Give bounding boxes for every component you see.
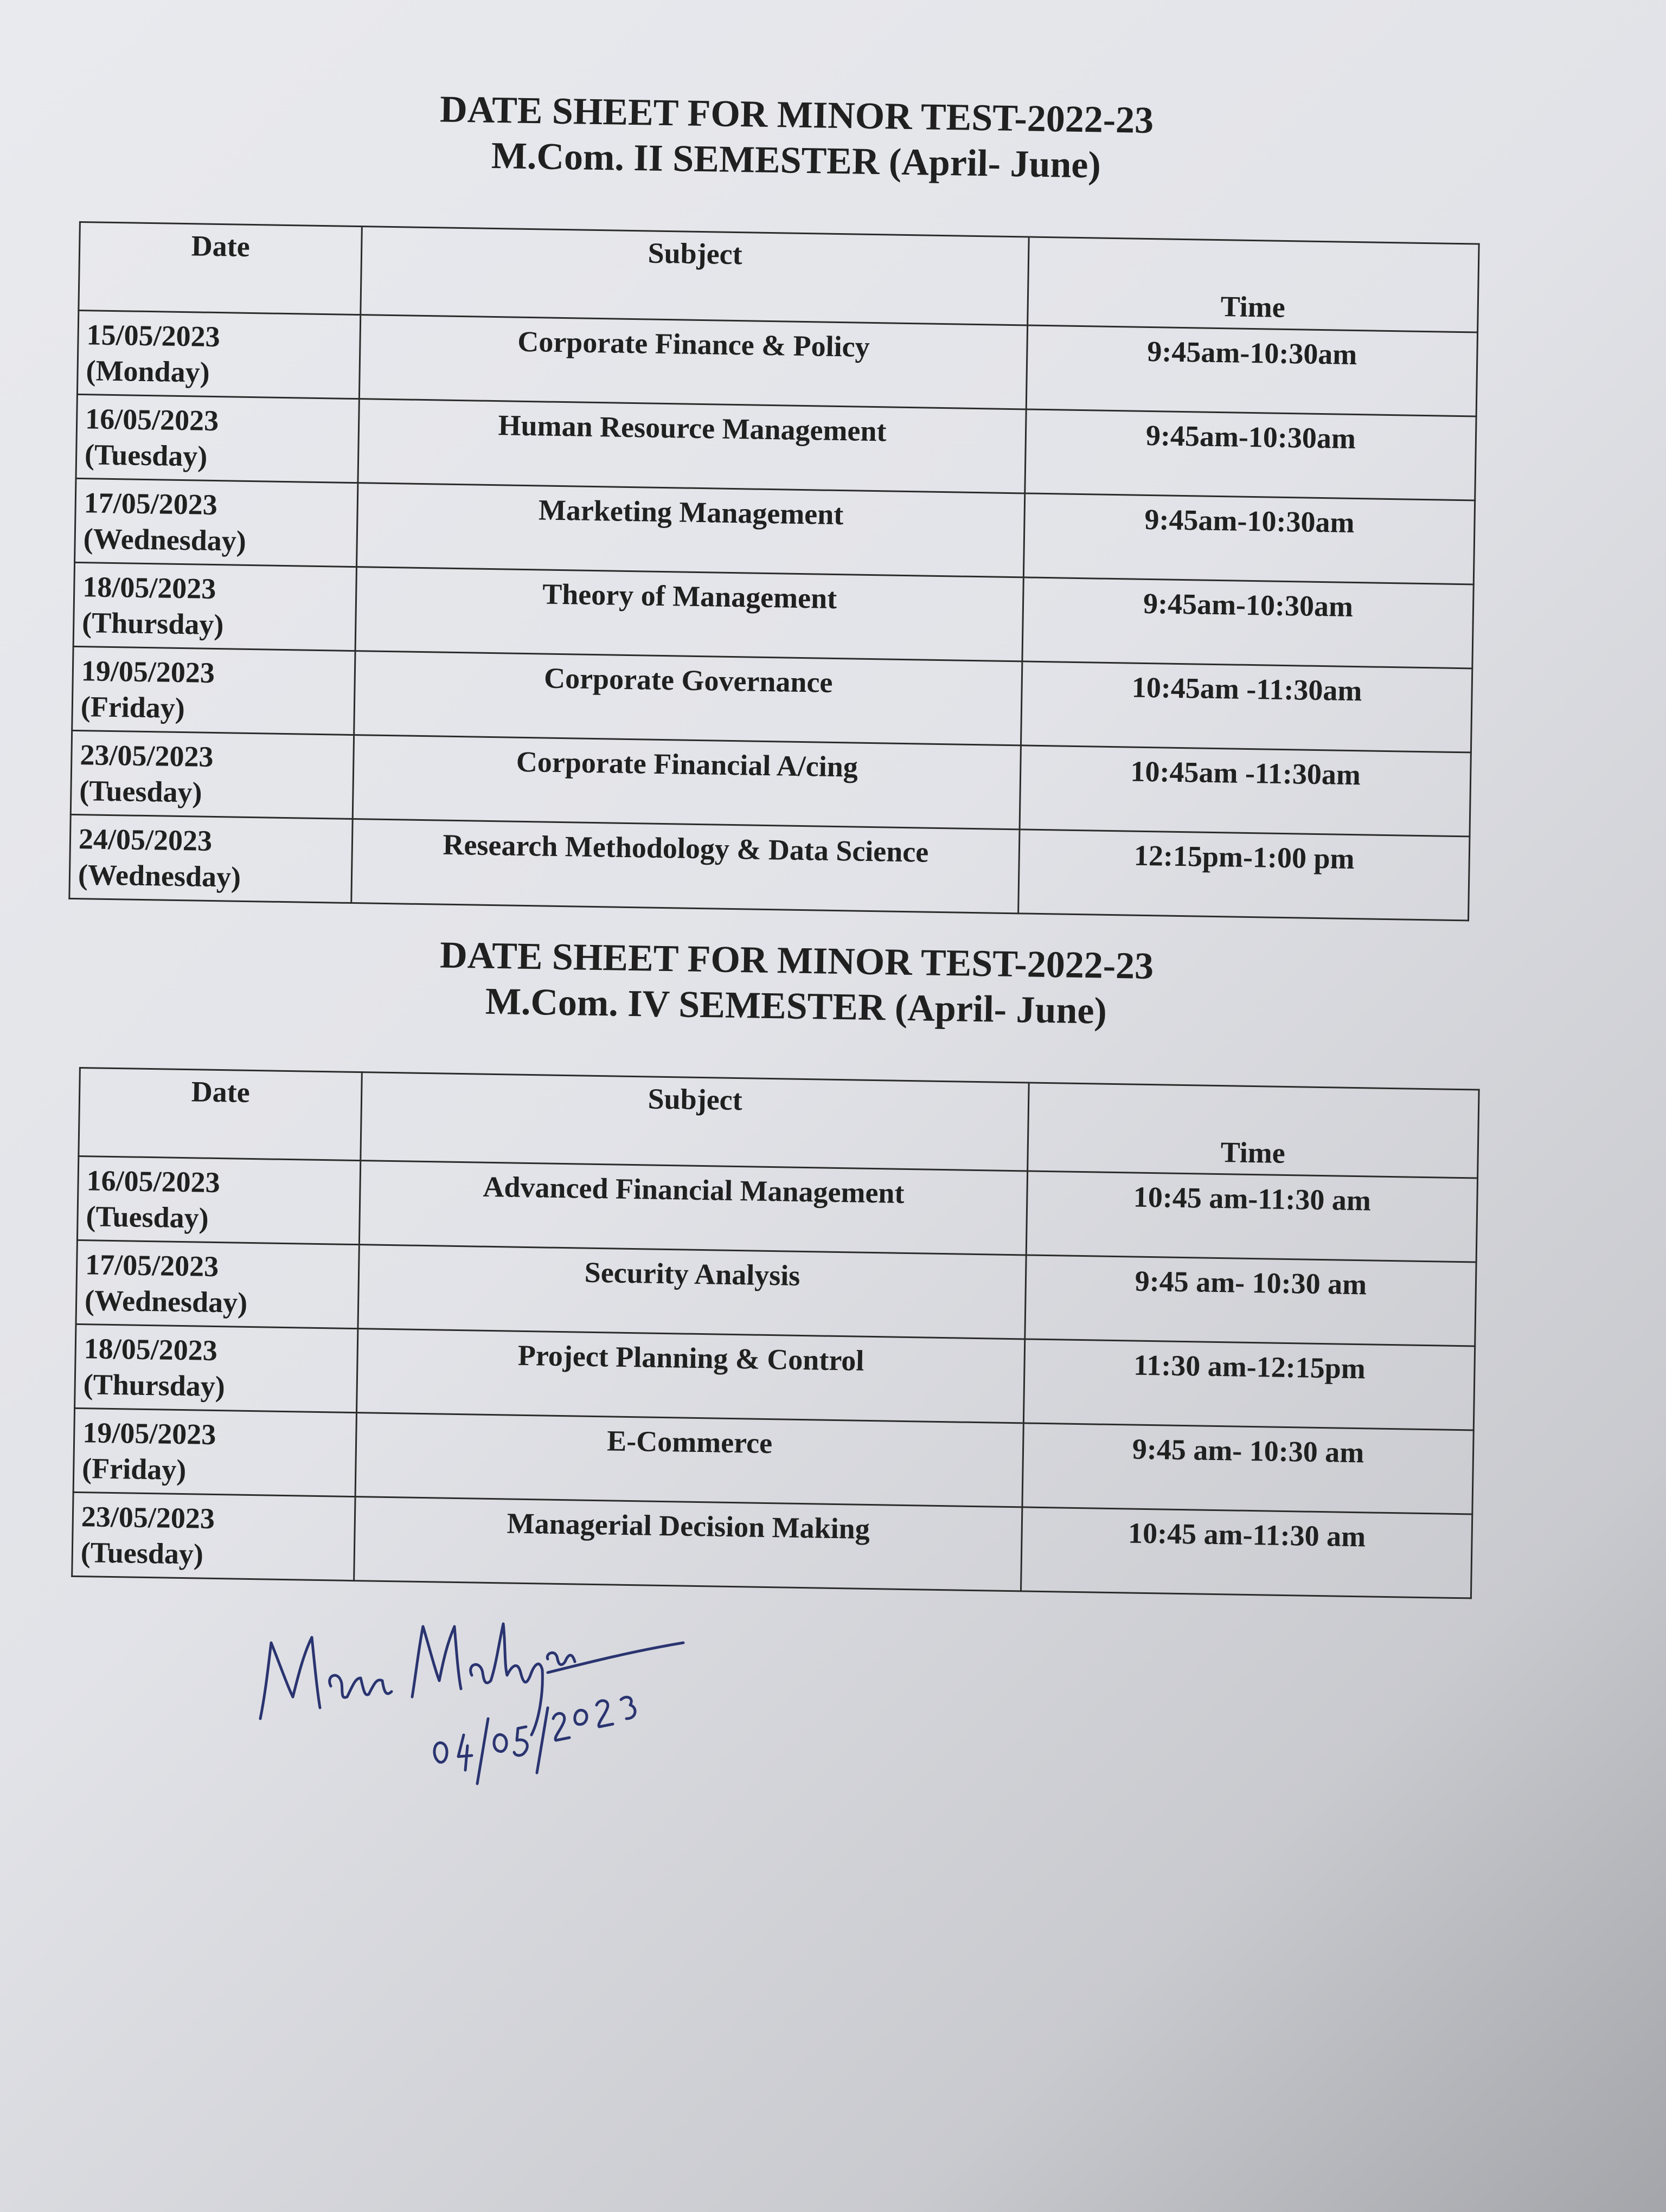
sheet-heading (80, 927, 1513, 1040)
exam-date: 17/05/2023 (85, 1248, 219, 1283)
exam-day: (Wednesday) (84, 1284, 248, 1319)
exam-day: (Friday) (80, 690, 185, 725)
column-header-subject: Subject (361, 1072, 1029, 1171)
column-header-subject: Subject (361, 227, 1029, 325)
subject-cell: Marketing Management (356, 483, 1024, 577)
exam-day: (Wednesday) (83, 522, 247, 557)
subject-cell: Security Analysis (358, 1245, 1026, 1339)
exam-day: (Thursday) (83, 1368, 226, 1403)
exam-date: 23/05/2023 (80, 738, 214, 773)
exam-day: (Friday) (81, 1452, 187, 1487)
exam-day: (Tuesday) (86, 1200, 209, 1234)
subject-cell: Corporate Finance & Policy (359, 315, 1027, 409)
date-sheet-table (71, 1067, 1479, 1599)
date-cell (76, 394, 359, 483)
date-cell (73, 1408, 356, 1496)
subject-cell: Corporate Financial A/cing (353, 735, 1021, 829)
column-header-date: Date (79, 222, 362, 314)
subject-cell: Managerial Decision Making (354, 1497, 1022, 1591)
date-cell (73, 562, 356, 651)
column-header-time: Time (1028, 1083, 1479, 1178)
subject-cell: E-Commerce (355, 1413, 1023, 1507)
sheet-subtitle: M.Com. IV SEMESTER (April- June) (485, 980, 1107, 1032)
date-cell (76, 1240, 359, 1328)
exam-date: 24/05/2023 (78, 822, 213, 857)
date-cell (75, 1324, 358, 1412)
date-cell (71, 730, 354, 819)
exam-date: 16/05/2023 (85, 402, 219, 438)
time-cell: 9:45am-10:30am (1023, 493, 1475, 584)
date-sheet-mcom-ii (68, 81, 1513, 922)
exam-day: (Tuesday) (80, 1536, 204, 1571)
time-cell: 10:45 am-11:30 am (1026, 1171, 1477, 1262)
subject-cell: Human Resource Management (358, 399, 1026, 493)
date-cell (69, 814, 353, 903)
column-header-date: Date (79, 1068, 362, 1160)
date-sheet-mcom-iv (71, 927, 1513, 1599)
exam-day: (Thursday) (81, 606, 224, 641)
sheet-title: DATE SHEET FOR MINOR TEST-2022-23 (439, 934, 1154, 988)
exam-day: (Monday) (86, 354, 210, 389)
date-cell (77, 1156, 360, 1244)
sheet-subtitle: M.Com. II SEMESTER (April- June) (491, 134, 1101, 187)
exam-date: 16/05/2023 (86, 1164, 221, 1199)
exam-day: (Wednesday) (78, 858, 241, 893)
time-cell: 10:45am -11:30am (1021, 661, 1472, 753)
time-cell: 9:45am-10:30am (1025, 409, 1476, 500)
exam-date: 18/05/2023 (84, 1332, 218, 1367)
time-cell: 9:45 am- 10:30 am (1022, 1423, 1473, 1514)
subject-cell: Advanced Financial Management (359, 1161, 1027, 1255)
time-cell: 9:45am-10:30am (1026, 325, 1477, 416)
exam-date: 18/05/2023 (82, 570, 216, 606)
time-cell: 10:45 am-11:30 am (1021, 1507, 1472, 1598)
subject-cell: Theory of Management (355, 567, 1023, 661)
exam-date: 17/05/2023 (84, 486, 218, 522)
date-cell (77, 310, 360, 398)
time-cell: 10:45am -11:30am (1020, 745, 1471, 837)
time-cell: 11:30 am-12:15pm (1023, 1339, 1475, 1430)
exam-day: (Tuesday) (84, 438, 208, 473)
subject-cell: Project Planning & Control (356, 1329, 1024, 1423)
time-cell: 12:15pm-1:00 pm (1018, 829, 1470, 921)
time-cell: 9:45 am- 10:30 am (1025, 1255, 1476, 1346)
exam-date: 19/05/2023 (82, 1416, 216, 1451)
subject-cell: Research Methodology & Data Science (351, 819, 1020, 914)
exam-date: 23/05/2023 (81, 1500, 215, 1535)
subject-cell: Corporate Governance (354, 651, 1022, 745)
exam-date: 19/05/2023 (81, 654, 215, 689)
sheet-title: DATE SHEET FOR MINOR TEST-2022-23 (439, 88, 1154, 142)
date-cell (72, 1492, 355, 1580)
date-cell (75, 478, 358, 567)
handwritten-signature (244, 1583, 732, 1811)
sheet-heading (80, 81, 1513, 195)
exam-date: 15/05/2023 (86, 318, 221, 353)
column-header-time: Time (1028, 237, 1479, 332)
date-sheet-table (68, 221, 1479, 921)
time-cell: 9:45am-10:30am (1022, 577, 1473, 668)
exam-day: (Tuesday) (79, 774, 202, 809)
date-cell (72, 646, 355, 735)
